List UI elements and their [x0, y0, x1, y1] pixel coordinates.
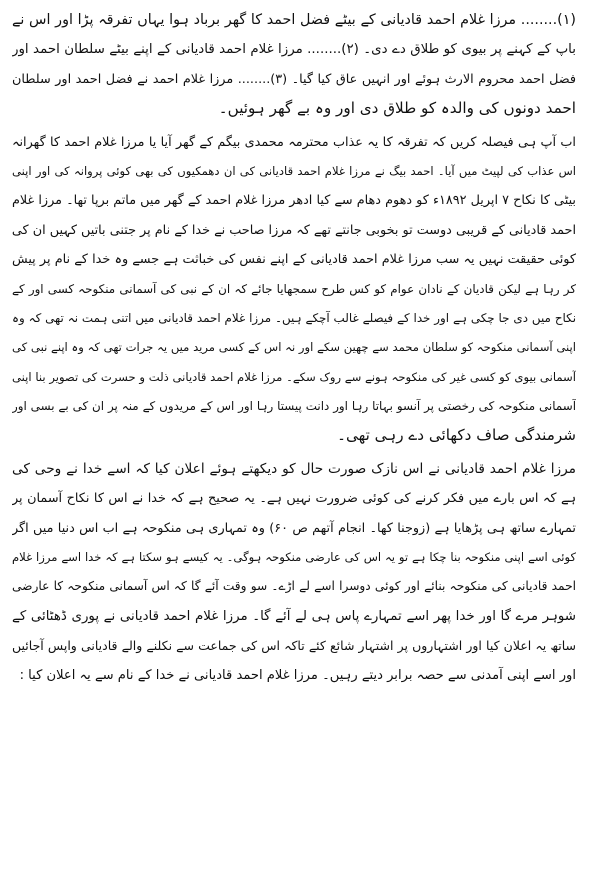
- text-line: شوہر مرے گا اور خدا پھر اسے تمہارے پاس ہی لے آئے گا۔ مرزا غلام احمد قادیانی نے پوری ڈھٹائی کے: [12, 608, 576, 624]
- paragraph-judgement: [12, 128, 576, 451]
- paragraph-announcement: [12, 455, 576, 690]
- text-line: کوئی حقیقت نہیں یہ سب مرزا غلام احمد قادیانی کے اپنے نفس کی خباثت ہے جسے وہ خدا کے نام پر پیش: [12, 252, 576, 268]
- text-line: باپ کے کہنے پر بیوی کو طلاق دے دی۔ (۲)........ مرزا غلام احمد قادیانی کے اپنے بیٹے سلطان احمد اور: [12, 42, 576, 58]
- text-line: اور اسے اپنی آمدنی سے حصہ برابر دیتے رہیں۔ مرزا غلام احمد قادیانی نے خدا کے نام سے یہ اعلان کیا :: [19, 667, 576, 683]
- text-line: تمہارے ساتھ ہی پڑھایا ہے (زوجنا کھا۔ انجام آتھم ص ۶۰) وہ تمہاری ہی منکوحہ ہے اب اس دنیا میں اگر: [12, 520, 576, 536]
- text-line: بیٹی کا نکاح ۷ اپریل ۱۸۹۲ء کو دھوم دھام سے کیا ادھر مرزا غلام احمد کے گھر میں ماتم برپا تھا۔ مرزا غلام: [12, 193, 576, 209]
- text-line: آسمانی بیوی کو کسی غیر کی منکوحہ ہونے سے روک سکے۔ مرزا غلام احمد قادیانی ذلت و حسرت کی تصویر بنا اپنی: [12, 369, 576, 384]
- paragraph-list-of-family-consequences: [12, 6, 576, 124]
- text-line: احمد قادیانی کی منکوحہ بنائے اور کوئی دوسرا اسے لے اڑے۔ سو وقت آئے گا کہ اس آسمانی منکوحہ کا عارضی: [12, 579, 576, 594]
- text-line: (۱)........ مرزا غلام احمد قادیانی کے بیٹے فضل احمد کا گھر برباد ہوا یہاں تفرقہ پڑا اور اس نے: [12, 12, 576, 28]
- text-line: احمد دونوں کی والدہ کو طلاق دی اور وہ بے گھر ہوئیں۔: [218, 99, 576, 118]
- text-line: اس عذاب کی لپیٹ میں آیا۔ احمد بیگ نے مرزا غلام احمد قادیانی کی ان دھمکیوں کی بھی کوئی پروانہ کی اور اپنی: [12, 163, 576, 178]
- text-line: کر رہا ہے لیکن قادیان کے نادان عوام کو کس طرح سمجھایا جائے کہ ان کے نبی کی آسمانی منکوحہ کسی اور کے: [12, 281, 576, 296]
- text-line: ہے کہ اس بارے میں فکر کرنے کی کوئی ضرورت نہیں ہے۔ یہ صحیح ہے کہ خدا نے اس کا نکاح آسمان پر: [12, 491, 576, 507]
- text-line: آسمانی منکوحہ کی رخصتی پر آنسو بہاتا رہا اور دانت پیستا رہا اور اس کے مریدوں کے منہ پر ان کی بے بسی اور: [12, 399, 576, 414]
- text-line: احمد قادیانی کے قریبی دوست تو بخوبی جانتے تھے کہ مرزا صاحب نے خدا کے نام پر جتنی باتیں کہیں ان کی: [12, 222, 576, 238]
- text-line: اب آپ ہی فیصلہ کریں کہ تفرقہ کا یہ عذاب محترمہ محمدی بیگم کے گھر آیا یا مرزا غلام احمد کا گھرانہ: [12, 134, 576, 150]
- text-line: نکاح میں دی جا چکی ہے اور خدا کے فیصلے غالب آچکے ہیں۔ مرزا غلام احمد قادیانی میں اتنی ہمت نہ تھی کہ وہ: [12, 310, 576, 325]
- text-line: فضل احمد محروم الارث ہوئے اور انہیں عاق کیا گیا۔ (۳)........ مرزا غلام احمد نے فضل احمد اور سلطان: [12, 71, 576, 87]
- text-line: اپنی آسمانی منکوحہ کو سلطان محمد سے چھین سکے اور نہ اس کے کسی مرید میں یہ جرات تھی کہ وہ اپنے نبی کی: [12, 340, 576, 355]
- text-line: کوئی اسے اپنی منکوحہ بنا چکا ہے تو یہ اس کی عارضی منکوحہ ہوگی۔ یہ کیسے ہو سکتا ہے کہ خدا اسے مرزا غلام: [12, 550, 576, 565]
- text-line: ساتھ یہ اعلان کیا اور اشتہاروں پر اشتہار شائع کئے تاکہ اس کی جماعت سے نکلنے والے قادیانی واپس آجائیں: [12, 638, 576, 654]
- text-line: شرمندگی صاف دکھائی دے رہی تھی۔: [337, 426, 576, 445]
- text-line: مرزا غلام احمد قادیانی نے اس نازک صورت حال کو دیکھتے ہوئے اعلان کیا کہ اسے خدا نے وحی کی: [12, 460, 576, 477]
